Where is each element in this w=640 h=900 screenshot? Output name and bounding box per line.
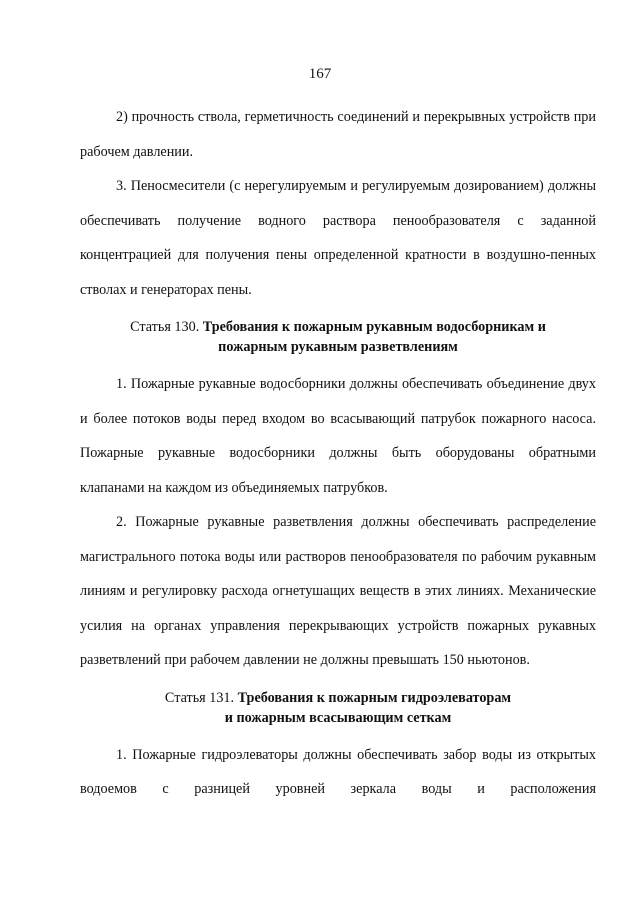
article-130-title-part1: Требования к пожарным рукавным водосборникам и (202, 319, 546, 335)
article-131-heading-line1 (80, 688, 596, 708)
article-130-heading-line1 (80, 317, 596, 337)
article-131-title-part1: Требования к пожарным гидроэлеваторам (237, 689, 512, 706)
article-130-heading (80, 317, 596, 357)
paragraph-hose-collectors: 1. Пожарные рукавные водосборники должны обеспечивать объединение двух и более потоков воды перед входом во всасывающий патрубок пожарного насоса. Пожарные рукавные водосборники должны быть оборудованы обратными клапанами на каждом из объединяемых патрубков. (80, 376, 596, 496)
paragraph-hydroelevators: 1. Пожарные гидроэлеваторы должны обеспечивать забор воды из открытых водоемов с разницей уровней зеркала воды и расположения (80, 746, 596, 797)
page-number: 167 (308, 66, 332, 82)
article-131-number: Статья 131. (164, 689, 238, 706)
paragraph-item-2-strength: 2) прочность ствола, герметичность соединений и перекрывных устройств при рабочем давлении. (80, 109, 596, 160)
paragraph-foam-mixers: 3. Пеносмесители (с нерегулируемым и регулируемым дозированием) должны обеспечивать получение водного раствора пенообразователя с заданной концентрацией для получения пены определенной кратности в воздушно-пенных стволах и генераторах пены. (80, 178, 596, 298)
article-130-title-part2: пожарным рукавным разветвлениям (218, 339, 458, 355)
article-130-number: Статья 130. (130, 319, 203, 335)
paragraph-hose-branches: 2. Пожарные рукавные разветвления должны обеспечивать распределение магистрального потока воды или растворов пенообразователя по рабочим рукавным линиям и регулировку расхода огнетушащих веществ в этих линиях. Механические усилия на органах управления перекрывающих устройств пожарных рукавных разветвлений при рабочем давлении не должны превышать 150 ньютонов. (80, 514, 596, 668)
article-131-title-part2: и пожарным всасывающим сеткам (224, 709, 452, 726)
article-131-heading (80, 688, 596, 728)
document-body (80, 100, 596, 807)
